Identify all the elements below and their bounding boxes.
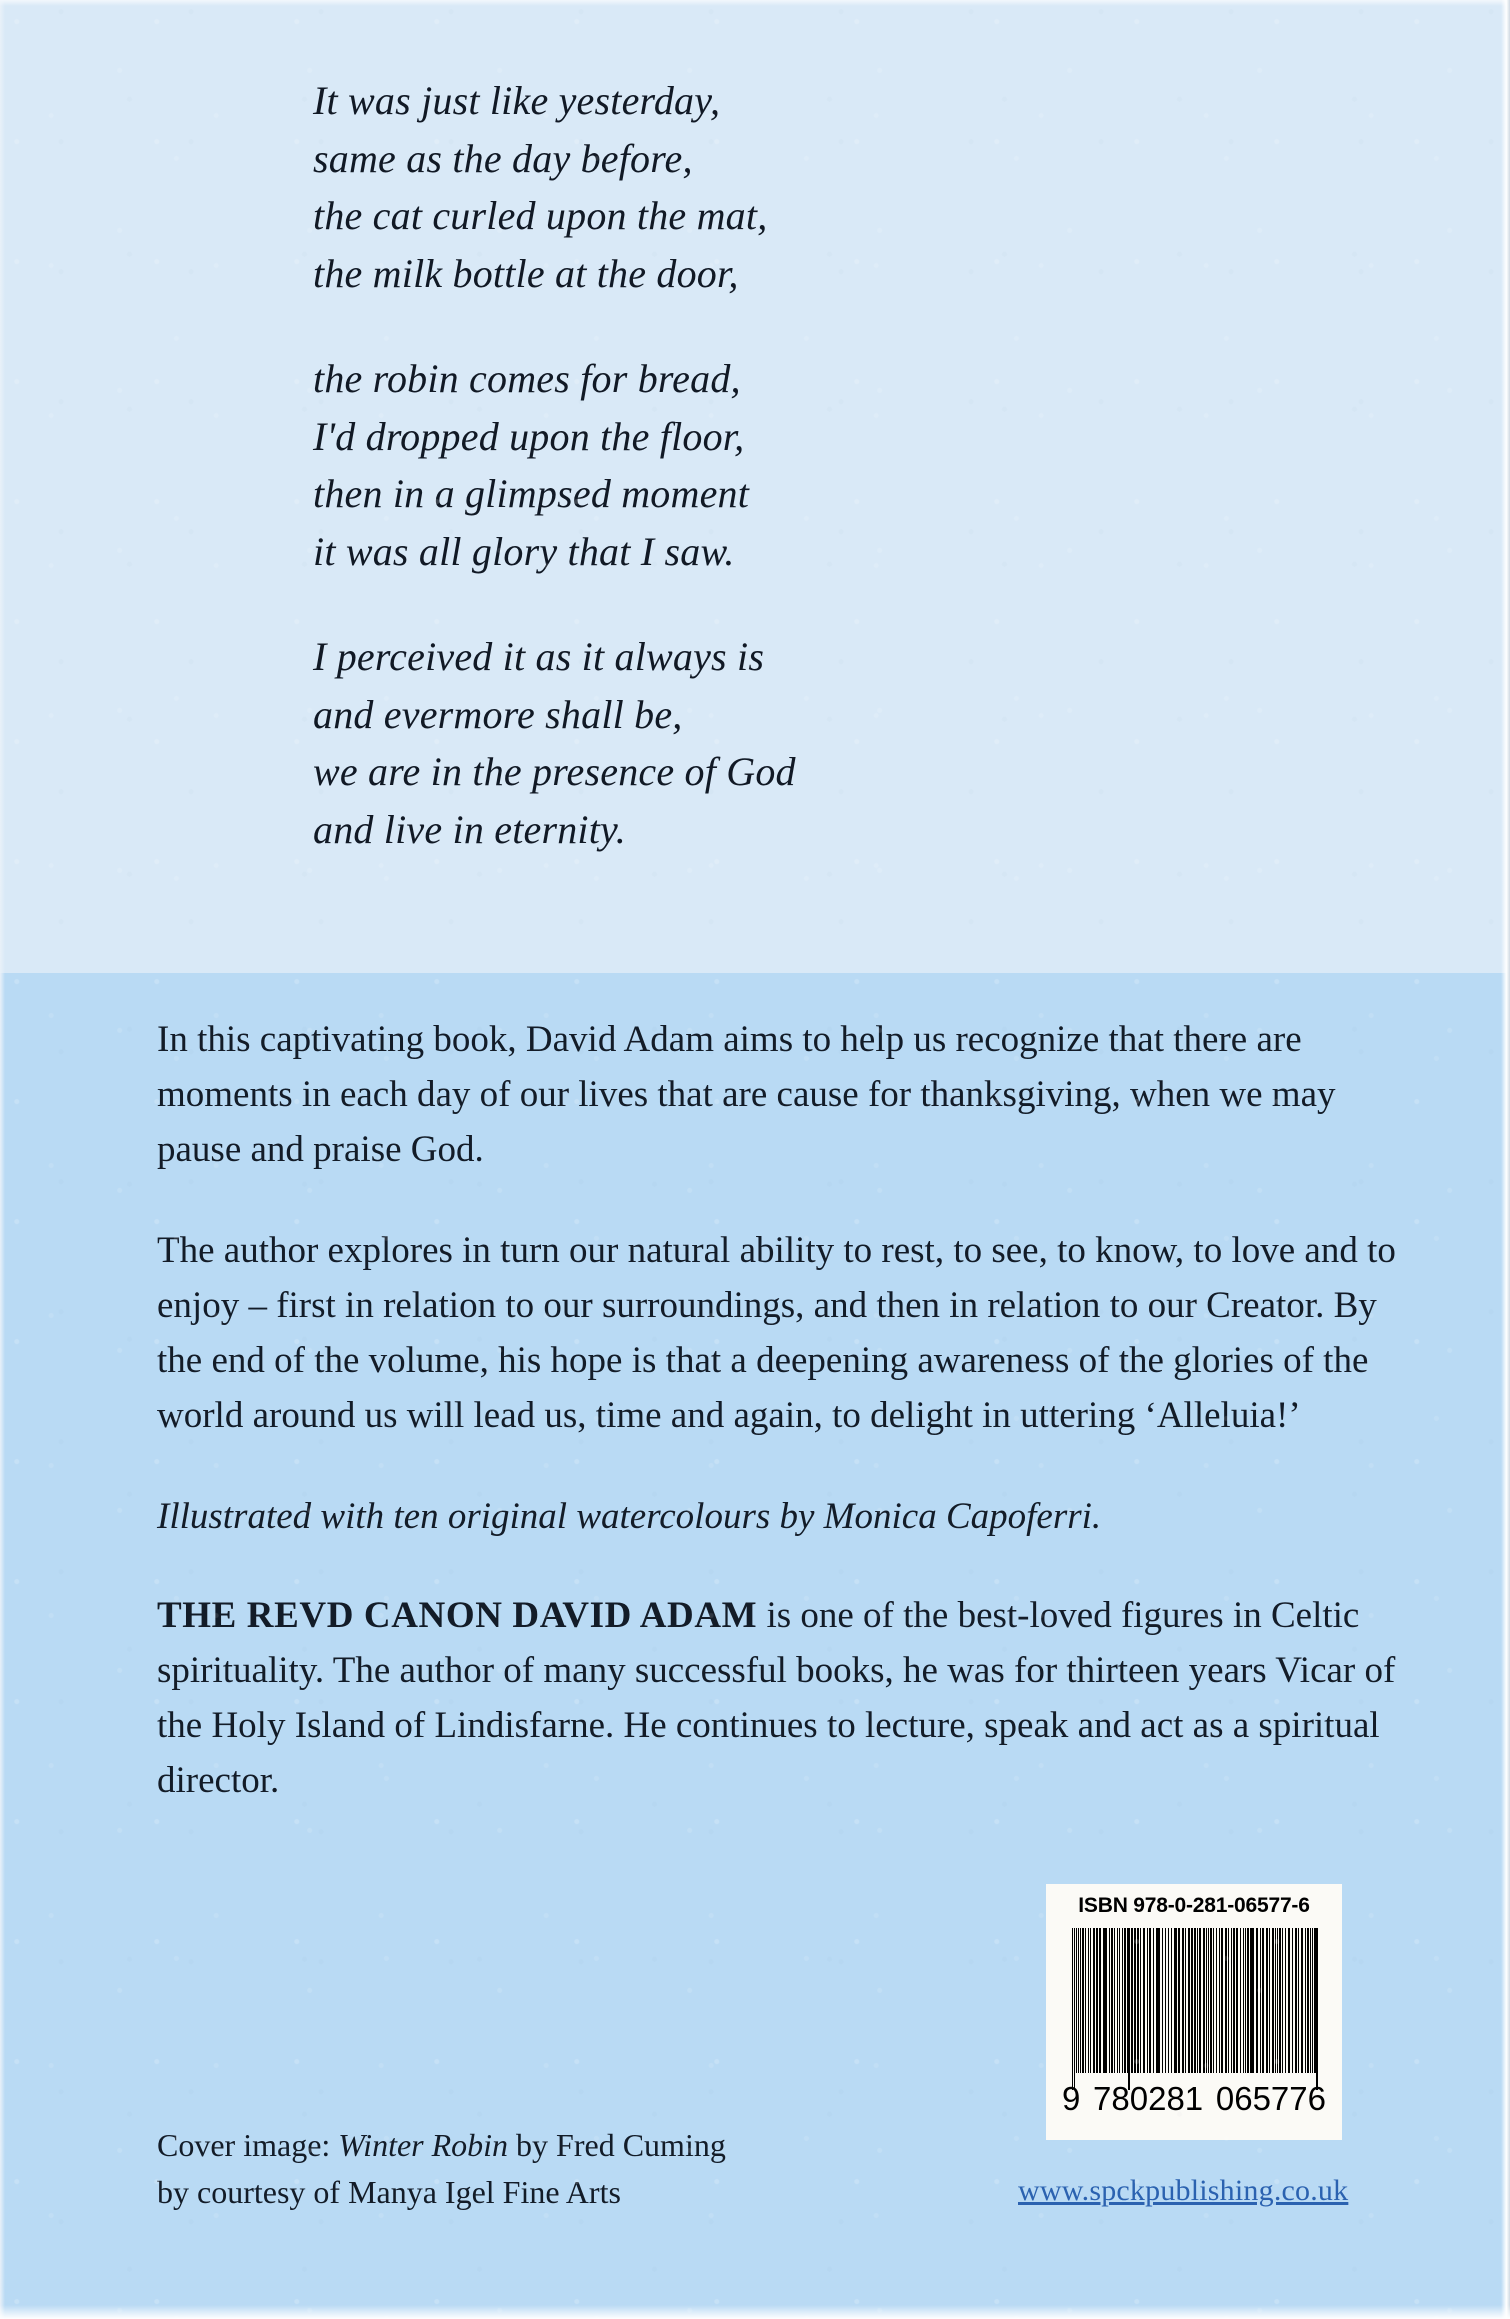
poem-line: the cat curled upon the mat, (313, 193, 768, 238)
poem-line: It was just like yesterday, (313, 78, 721, 123)
publisher-website-link[interactable]: www.spckpublishing.co.uk (1018, 2174, 1349, 2207)
blurb-paragraph-1: In this captivating book, David Adam aims to help us recognize that there are moments in each day of our lives that are cause for thanksgiving, when we may pause and praise God. (157, 1019, 1336, 1170)
barcode-digit-group: 780281 (1093, 2080, 1204, 2117)
author-bio-paragraph (157, 1588, 1397, 1808)
credit-prefix: Cover image: (157, 2127, 339, 2163)
barcode-digit-group: 065776 (1215, 2080, 1326, 2117)
barcode-digit-group: 9 (1062, 2080, 1081, 2117)
left-edge-highlight (0, 0, 5, 2319)
top-edge-highlight (0, 0, 1510, 6)
credit-line-1 (157, 2122, 917, 2169)
bottom-edge-highlight (0, 2305, 1510, 2319)
right-edge-highlight (1501, 0, 1510, 2319)
credit-line-2: by courtesy of Manya Igel Fine Arts (157, 2174, 621, 2210)
illustration-note: Illustrated with ten original watercolours by Monica Capoferri. (157, 1496, 1102, 1537)
cover-image-credit (157, 2122, 917, 2216)
isbn-label: ISBN 978-0-281-06577-6 (1078, 1894, 1310, 1917)
poem-line: same as the day before, (313, 135, 693, 181)
poem-line: then in a glimpsed moment (313, 471, 750, 516)
poem-stanza (313, 350, 933, 580)
poem-block (313, 72, 933, 858)
poem-line: I'd dropped upon the floor, (313, 413, 745, 459)
barcode-digits (1062, 2080, 1326, 2118)
blurb-paragraph-2: The author explores in turn our natural ability to rest, to see, to know, to love and to enjoy – first in relation to our surroundings, and then in relation to our Creator. By the end of the volume, his hope is that a deepening awareness of the glories of the world around us will lead us, time and again, to delight in uttering ‘Alleluia!’ (157, 1230, 1396, 1436)
poem-line: we are in the presence of God (313, 749, 796, 794)
isbn-barcode-panel (1046, 1884, 1342, 2140)
poem-stanza (313, 72, 933, 302)
barcode-bars (1072, 1928, 1320, 2090)
poem-line: the milk bottle at the door, (313, 250, 739, 296)
poem-line: the robin comes for bread, (313, 356, 741, 401)
poem-stanza (313, 628, 933, 858)
poem-line: I perceived it as it always is (313, 634, 765, 679)
author-name: THE REVD CANON DAVID ADAM (157, 1595, 758, 1636)
poem-line: and live in eternity. (313, 806, 627, 852)
credit-suffix: by Fred Cuming (508, 2127, 726, 2163)
poem-line: and evermore shall be, (313, 691, 683, 737)
artwork-title: Winter Robin (338, 2127, 509, 2163)
blurb-block (157, 1012, 1397, 1808)
poem-line: it was all glory that I saw. (313, 528, 735, 574)
author-bio-text: is one of the best-loved figures in Celtic spirituality. The author of many successful books, he was for thirteen years Vicar of the Holy Island of Lindisfarne. He continues to lecture, speak and act as a spiritual director. (157, 1595, 1396, 1801)
